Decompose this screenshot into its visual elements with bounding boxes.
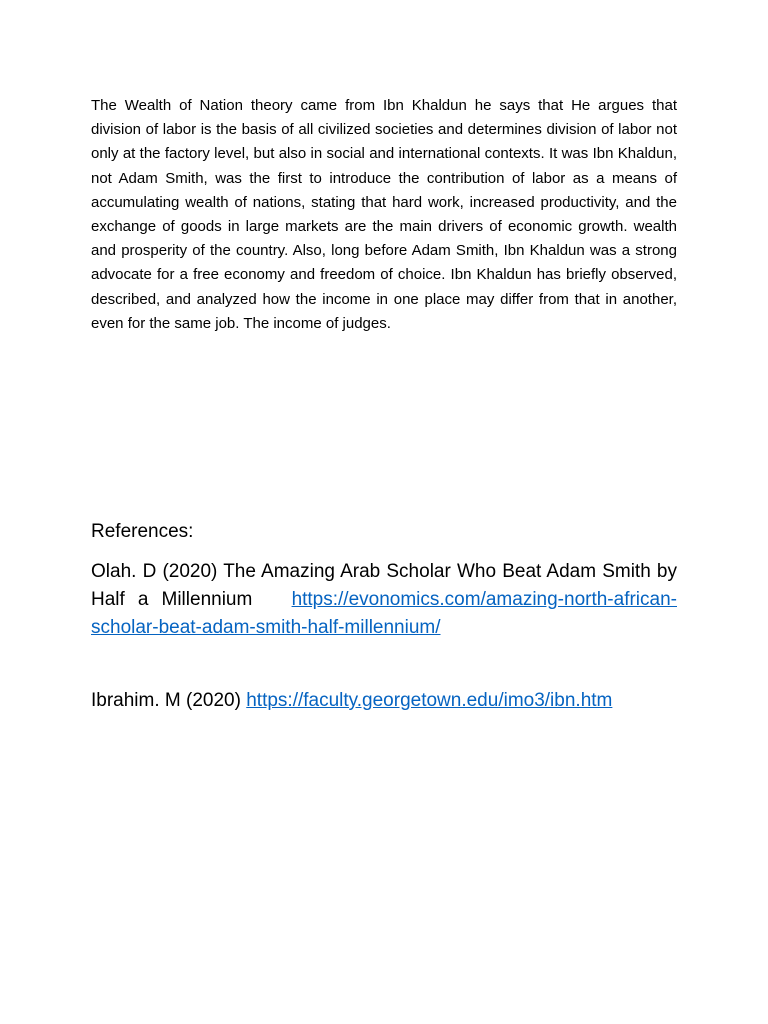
references-heading: References: [91,521,194,542]
reference-item [91,687,677,715]
reference-link[interactable]: https://evonomics.com/amazing-north-african-scholar-beat-adam-smith-half-millennium/ [91,589,677,638]
reference-citation: Olah. D (2020) The Amazing Arab Scholar Who Beat Adam Smith by Half a Millennium [91,561,677,610]
body-paragraph: The Wealth of Nation theory came from Ibn Khaldun he says that He argues that division of labor is the basis of all civilized societies and determines division of labor not only at the factory level, but also in social and international contexts. It was Ibn Khaldun, not Adam Smith, was the first to introduce the contribution of labor as a means of accumulating wealth of nations, stating that hard work, increased productivity, and the exchange of goods in large markets are the main drivers of economic growth. wealth and prosperity of the country. Also, long before Adam Smith, Ibn Khaldun was a strong advocate for a free economy and freedom of choice. Ibn Khaldun has briefly observed, described, and analyzed how the income in one place may differ from that in another, even for the same job. The income of judges. [91,97,677,332]
reference-item [91,558,677,642]
reference-citation: Ibrahim. M (2020) [91,690,241,711]
reference-link[interactable]: https://faculty.georgetown.edu/imo3/ibn.htm [246,690,613,711]
